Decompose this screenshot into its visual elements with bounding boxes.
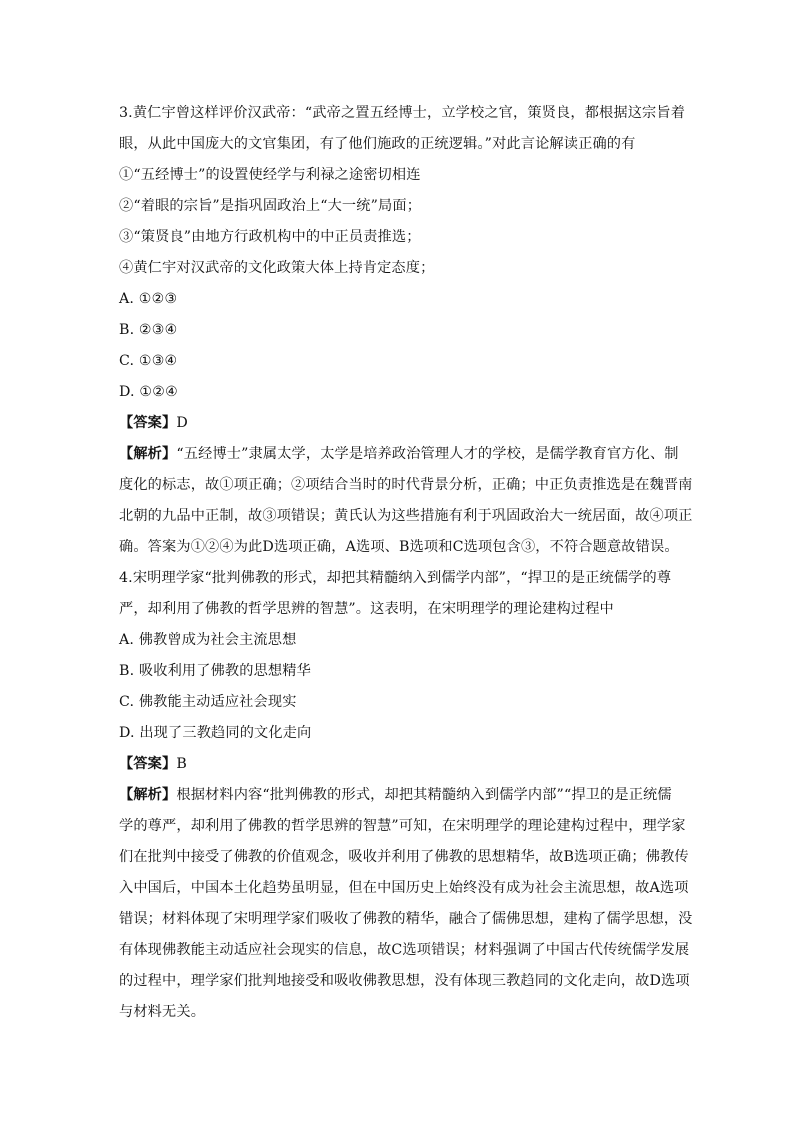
question-3-statement-3: ③“策贤良”由地方行政机构中的中正员责推选；	[119, 229, 421, 245]
question-4-analysis	[119, 780, 693, 1028]
analysis-line	[119, 439, 684, 470]
answer-value: B	[176, 756, 187, 772]
question-4-stem-line: 严，却利用了佛教的哲学思辨的智慧”。这表明，在宋明理学的理论建构过程中	[119, 601, 614, 617]
question-3-stem	[119, 98, 684, 160]
question-3-stem-line: 3.黄仁宇曾这样评价汉武帝：“武帝之置五经博士，立学校之官，策贤良，都根据这宗旨着	[119, 105, 686, 121]
question-4	[119, 563, 693, 1028]
analysis-text: “五经博士”隶属太学，太学是培养政治管理人才的学校，是儒学教育官方化、制	[176, 446, 679, 462]
analysis-line: 错误；材料体现了宋明理学家们吸收了佛教的精华，融合了儒佛思想，建构了儒学思想，没	[119, 911, 693, 927]
question-4-option-c: C. 佛教能主动适应社会现实	[119, 694, 297, 710]
question-3-statement-1: ①“五经博士”的设置使经学与利禄之途密切相连	[119, 167, 421, 183]
analysis-line: 与材料无关。	[119, 1004, 206, 1020]
analysis-line	[119, 780, 684, 811]
analysis-tag: 【解析】	[119, 787, 177, 803]
analysis-line: 的过程中，理学家们批判地接受和吸收佛教思想，没有体现三教趋同的文化走向，故D选项	[119, 973, 690, 989]
question-3-option-c: C. ①③④	[119, 353, 178, 369]
question-4-answer	[119, 749, 684, 780]
analysis-line: 们在批判中接受了佛教的价值观念，吸收并利用了佛教的思想精华，故B选项正确；佛教传	[119, 849, 689, 865]
analysis-line: 北朝的九品中正制，故③项错误；黄氏认为这些措施有利于巩固政治大一统居面，故④项正	[119, 508, 693, 524]
question-4-option-b: B. 吸收利用了佛教的思想精华	[119, 663, 311, 679]
question-4-stem	[119, 563, 684, 625]
question-3-option-d: D. ①②④	[119, 384, 178, 400]
question-3-stem-line: 眼，从此中国庞大的文官集团，有了他们施政的正统逻辑。”对此言论解读正确的有	[119, 136, 636, 152]
answer-tag: 【答案】	[119, 415, 177, 431]
question-3-option-b: B. ②③④	[119, 322, 178, 338]
question-3	[119, 98, 693, 563]
question-4-option-d: D. 出现了三教趋同的文化走向	[119, 725, 312, 741]
analysis-tag: 【解析】	[119, 446, 177, 462]
question-4-option-a: A. 佛教曾成为社会主流思想	[119, 632, 297, 648]
analysis-line: 有体现佛教能主动适应社会现实的信息，故C选项错误；材料强调了中国古代传统儒学发展	[119, 942, 690, 958]
question-3-statement-2: ②“着眼的宗旨”是指巩固政治上“大一统”局面；	[119, 198, 422, 214]
answer-value: D	[176, 415, 188, 431]
question-3-analysis	[119, 439, 693, 563]
question-4-stem-line: 4.宋明理学家“批判佛教的形式，却把其精髓纳入到儒学内部”，“捍卫的是正统儒学的尊	[119, 570, 672, 586]
document-page	[119, 98, 693, 1028]
analysis-line: 确。答案为①②④为此D选项正确，A选项、B选项和C选项包含③，不符合题意故错误。	[119, 539, 679, 555]
question-3-option-a: A. ①②③	[119, 291, 178, 307]
question-3-statement-4: ④黄仁宇对汉武帝的文化政策大体上持肯定态度；	[119, 260, 435, 276]
answer-tag: 【答案】	[119, 756, 177, 772]
analysis-line: 入中国后，中国本土化趋势虽明显，但在中国历史上始终没有成为社会主流思想，故A选项	[119, 880, 689, 896]
analysis-line: 学的尊严，却利用了佛教的哲学思辨的智慧”可知，在宋明理学的理论建构过程中，理学家	[119, 818, 686, 834]
question-3-answer	[119, 408, 684, 439]
analysis-line: 度化的标志，故①项正确；②项结合当时的时代背景分析，正确；中正负责推选是在魏晋南	[119, 477, 693, 493]
analysis-text: 根据材料内容“批判佛教的形式，却把其精髓纳入到儒学内部”“捍卫的是正统儒	[176, 787, 672, 803]
